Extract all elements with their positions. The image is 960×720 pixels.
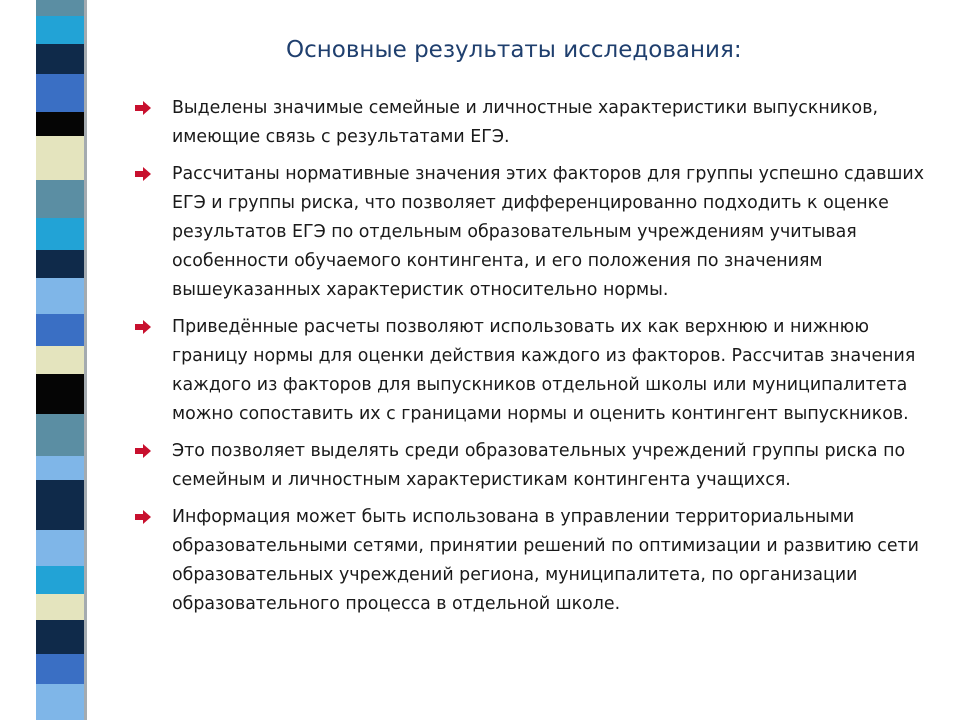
stripe-segment	[36, 414, 84, 456]
bullet-text: Выделены значимые семейные и личностные характеристики выпускников, имеющие связь с результатами ЕГЭ.	[172, 98, 878, 147]
stripe-segment	[36, 0, 84, 16]
stripe-segment	[36, 112, 84, 136]
stripe-segment	[36, 346, 84, 374]
stripe-segment	[36, 684, 84, 720]
arrow-bullet-icon	[134, 443, 152, 459]
slide-title: Основные результаты исследования:	[286, 37, 742, 63]
stripe-segment	[36, 620, 84, 654]
bullet-list	[134, 94, 946, 627]
bullet-text: Информация может быть использована в управлении территориальными образовательными сетями, принятии решений по оптимизации и развитию сети образовательных учреждений региона, муниципалитета, по организации образовательного процесса в отдельной школе.	[172, 507, 919, 614]
arrow-bullet-icon	[134, 319, 152, 335]
decorative-stripe-bar	[36, 0, 84, 720]
stripe-segment	[36, 16, 84, 44]
arrow-bullet-icon	[134, 100, 152, 116]
arrow-bullet-icon	[134, 509, 152, 525]
stripe-segment	[36, 456, 84, 480]
bullet-item	[134, 503, 946, 619]
stripe-segment	[36, 136, 84, 180]
arrow-bullet-icon	[134, 166, 152, 182]
stripe-segment	[36, 654, 84, 684]
bullet-item	[134, 160, 946, 305]
stripe-segment	[36, 566, 84, 594]
stripe-segment	[36, 374, 84, 414]
stripe-segment	[36, 278, 84, 314]
stripe-segment	[36, 480, 84, 530]
stripe-bar-shadow	[84, 0, 87, 720]
stripe-segment	[36, 180, 84, 218]
bullet-item	[134, 313, 946, 429]
stripe-segment	[36, 250, 84, 278]
stripe-segment	[36, 44, 84, 74]
bullet-text: Рассчитаны нормативные значения этих факторов для группы успешно сдавших ЕГЭ и группы риска, что позволяет дифференцированно подходить к оценке результатов ЕГЭ по отдельным образовательным учреждениям учитывая особенности обучаемого контингента, и его положения по значениям вышеуказанных характеристик относительно нормы.	[172, 164, 925, 300]
bullet-item	[134, 94, 946, 152]
bullet-text: Приведённые расчеты позволяют использовать их как верхнюю и нижнюю границу нормы для оценки действия каждого из факторов. Рассчитав значения каждого из факторов для выпускников отдельной школы или муниципалитета можно сопоставить их с границами нормы и оценить контингент выпускников.	[172, 317, 916, 424]
stripe-segment	[36, 594, 84, 620]
stripe-segment	[36, 74, 84, 112]
stripe-segment	[36, 218, 84, 250]
bullet-text: Это позволяет выделять среди образовательных учреждений группы риска по семейным и личностным характеристикам контингента учащихся.	[172, 441, 906, 490]
stripe-segment	[36, 314, 84, 346]
bullet-item	[134, 437, 946, 495]
stripe-segment	[36, 530, 84, 566]
